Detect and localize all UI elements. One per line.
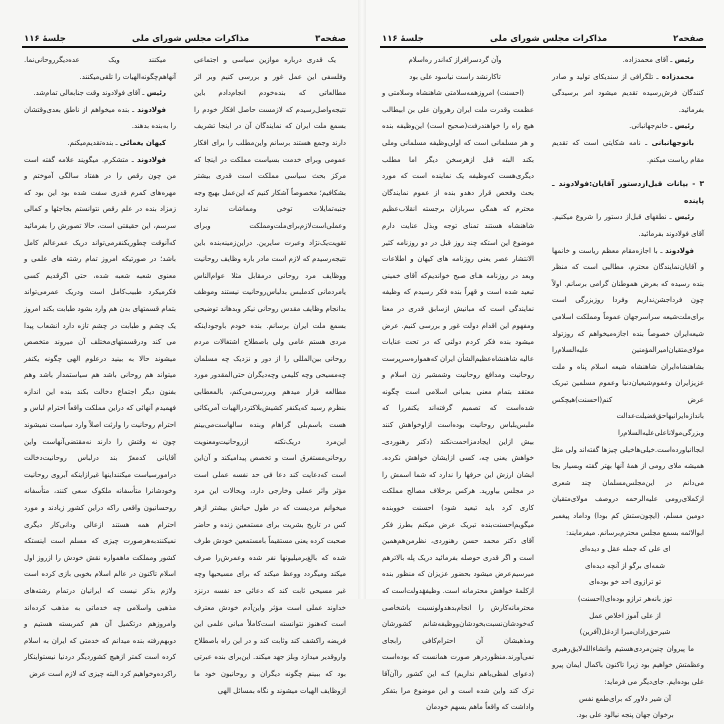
speaker-name: رئیس xyxy=(674,56,694,64)
speech-paragraph xyxy=(194,52,346,699)
speech-paragraph: بانوجهانبانی ـ نامه شکایتی است که تقدیم مقام ریاست میکنم. xyxy=(552,138,704,164)
speaker-name: رئیس xyxy=(146,89,166,98)
verse-line: تو ترازوی احد خو بوده‌ای xyxy=(588,578,662,587)
column-left xyxy=(382,52,534,724)
speech-text: (احسنت) امروزهمه‌سلامتی شاهنشاه وسلامتی و عظمت وقدرت ملت ایران رهرو‌ان علی بن ابیطالب هیچ راه را خواهندرفت(صحیح است) این‌وظیفه بنده و هر مسلمانی است که اولی‌وظیفه مسلمانی وملی بکند البته قبل ازهرسخن دیگر اما مطلب دیگری‌هست که‌وظیفه یک نماینده است که مورد بحث وفحص قرار دهدو بنده از عموم نمایندگان محترم که همگی سربازان برجسته انقلاب‌عظیم شاهنشاه هستند تمنای توجه وبذل عنایت دارم موضوع این استکه چند روز قبل در دو روزنامه کثیر الانتشار عصر یعنی روزنامه های کیهان و اطلاعات وبعد در روزنامه هـای صبح خواندیم‌که آقای خمینی تبعید شده است و قهراً بنده فکر رسیدم که وظیفه نمایندگی است که مبانیش ازسابق قدری در معنا ومفهوم این اقدام دولت غور و بررسی کنیم. عرض میشود بنده فکر کردم دولتی که در تحت عنایات عالیه شاهنشاه‌عظیم‌الشأن ایران که‌همواره‌سرپرست روحانیت ومدافع روحانیت وشمشیر زن اسلام و معتقد بتمام معنی بمبانی اسلامی است چگونه شده‌است که تصمیم گرفته‌اند یکنفررا که ملبس‌بلباس روحانیت بوده‌است ازاوخواهش کنند بیش ازاین ایجادمزاحمت‌نکند (دکتر رهنوردی‌ـ خواهش یعنی چه، کسی ازایشان خواهش نکرده. ایشان ارزش این حرفها را ندارد که شما اسمش را در مجلس بیاورید. هرکس برخلاف مصالح مملکت کاری کرد باید تبعید شود) احسنت خوو‌بنده میگویم‌احسنت‌بنده تبریک عرض میکنم بطرز فکر آقای دکتر محمد حسن رهنوردی، نظرمن‌هم‌همین است و اگر قدری حوصله بفرمائید دریک پله بالاتر‌هم میرسیم‌عرض میشود بحضور عزیزان که منظور بنده ازکلمهٔ خواهش محترمانه است. وظیفهٔدولت‌است که محترمانه‌کارش را انجام‌بدهدولونسبت باشخاصی که‌خودشان‌نسبت‌بخودشان‌ووظیفه‌شانم کشورشان ومذهبشان آن احترام‌کافی رابجای نمی‌آورند.منظور‌درهر صورت همانست که بوده‌است (دعوای لفظی‌باهم نداریم) کـه این کشور راآن‌آقا ترک کند واین شده است و این موضوع مرا بتفکر واداشت که واقعاً ماهم بسهم خودمان xyxy=(382,89,534,712)
speech-text: نامه شکایتی است که تقدیم مقام ریاست میکنم. xyxy=(552,138,704,164)
journal-title: مذاکرات مجلس شورای ملی xyxy=(131,34,250,44)
speaker-name: رئیس xyxy=(674,213,694,222)
speech-text: با اجازه‌مقام معظم ریاست و خانمها و آقایان‌نمایندگان محترم، مطالبی است که منظر بنده رسیده که بعرض همو‌طنان گرامی برسانم. اولاً چون فردا‌جشن‌نداریم وفردا روزبزرگی است برای‌ملت‌شیعه سراسرجهان عموماً ومملکت اسلامی شیعه‌ایران خصوصاً بنده اجازه‌میخواهم که روزتولد مولای‌متقیان‌امیرالمؤمنین علیه‌السلام‌را بشاهنشاه‌ایران شاهنشاه شیعه اسلام پناه و ملت عزیزایران وعموم‌شیعیان‌دنیا وعموم مسلمین تبریک عرض کنم(احسنت)هیچکس باندازه‌ایرانیها‌حق‌فضیلت‌عدالت وبزرگی‌مولاناعلی‌علیه‌السلام‌را ابجاانیاورده‌است.خیلی‌هاخیلی چیزها گفته‌اند ولی مثل همیشه ملای رومی از همهٔ آنها بهتر گفته وبسیار بجا می‌دانم در این‌مجلس‌مسلمان چند شعری ازکملای‌رومی علیه‌الرحمه دروصف مولای‌متقیان دومین مسلم، (ایچون‌ستش کم بودا) وداماد پیغمبر ابوالائمه بسمع مجلس محترم‌برسانم. میفرمایند: xyxy=(552,246,704,537)
speaker-name: محمدزاده xyxy=(661,72,694,81)
speech-text: تلگرافی از سندیکای تولید و صادر کنندگان فرش‌رسیده تقدیم میشود امر برسیدگی بفرمائید. xyxy=(552,72,704,114)
speech-text: بنده‌تقدیم‌میکنم. xyxy=(67,138,114,147)
speech-text: یک قدری درباره موازین سیاسی و اجتماعی وفلسفی این عمل غور و بررسی کنیم وبر اثر مطالعاتی که بنده‌خودم انجام‌دادم باین نتیجه‌واصل‌رسیدم که لازمست حاصل افکار خودم را بسمع ملت ایران که نمایندگان آن در اینجا تشریف دارند وجمع هستند برسانم واین‌مطلب را برای افکار عمومی وبرای خدمت بسیاست مملکت در اینجا که مرکز بحث سیاسی مملکت است قدری بیشتر بشکافیم؛ مخصوصاً آشکار کنیم که این‌عمل بهیچ وجه جنبه‌تمایلات توخی ومماشات ندارد وعملی‌است‌لازم‌برای‌ملت‌ومملکت وبرای تقویت‌یک‌نژاد وعبرت سایرین. دراین‌زمینه‌بنده باین نتیجه‌رسیدم که لازم است مادر باره وظایف روحانیت ووظایف مرد روحانی درمقابل مثلا عوام‌الناس یامردمانی کدملبس بدلباس‌روحانیت نیستند وموظف بدانجام وظایف مقدس روحانی نیکر وبدهاند توضیحی بسمع ملت ایران برسانم. بنده خودم باوجوداینکه مردی هستم عامی ولی باصطلاح اشتغالات مردم روحانی بین‌المللی را از دور و نزدیک چه مسلمان چه‌مسیحی وچه کلیمی وچه‌دیگران حتی‌المقدور مورد مطالعه قرار میدهم وبررسی‌می‌کنم، بالمعطابی بنظرم رسید که‌یکنفر کشیش‌بلاکتردرالهیات آمریکائی هست باسم‌بلی گراهام وبنده سالهاست‌می‌بینم این‌مرد دریک‌نکته ازروحانیت‌ومعنویت روحانی‌مستغرق است و تخصص پیدامیکند و آن‌این است که‌دعایت کند دعا فی حد نفسه عملی است مؤثر واثر عملی وخارجی دارد، وبحالات این مرد میخوانم مردیست که در طول حیاتش بیشتر ازهر کس در تاریخ بشریت برای مستمعین زنده و حاضر صحبت کرده یعنی مستقیماً بامستمعین خودش طرف شده که بالغ‌برمیلیونها نفر شده وعمرش‌را صرف میکند ومیگردد ووعظ میکند که برای مسیحیها وچه غیر مسیحی ثابت کند که دعائی حد نفسه درنزد خداوند عملی است مؤثر واین‌آدم خودش معترف است که‌هنوز نتوانسته است‌کاملاً مبانی علمی این فریضه راکشف کند وثابت کند و در این راه باصطلاح واروقدیر میدازد وبلز جهد میکند. این‌برای بنده عبرتی بود که ببینم چگونه دیگران و روحانیون خود ما ازوظایف الهیات میشوند و نگاه بمسائل الهی xyxy=(194,56,346,695)
speech-paragraph: رئیس ـ آقای محمدزاده. xyxy=(622,56,694,64)
page-header xyxy=(382,30,704,44)
column-left xyxy=(24,52,176,699)
left-page xyxy=(0,0,362,695)
column-right xyxy=(194,52,346,699)
verse-line: وآن گردسرافراز که‌اندر ره‌اسلام xyxy=(408,56,502,64)
speech-paragraph: فولادوند ـ متشکرم. میگویند علامه گفته است من چون رقص را در هفتاد سالگی آموختم و مهره‌های کمرم قدری سفت شده بود این بود که زمزاد بنده در علم رقص نتوانستم بجاجئها و کمالی سرسم، این حقیقتی است، حالا تصورش را بفرمائید که‌آنوقت چطور‌یکنفرمی‌تواند دریک عمرعالم کامل باشد؛ در صورتیکه امروز تمام رشته های علمی و معنوی شعبه شعبه شده، حتی اگرقدیم کسی فکرمیکرد طبیب‌کامل است ودریک عمرمی‌تواند بتمام قسمتهای بدن هم وارد بشود طبابت بکند امروز یک چشم و طبابت در چشم تازه دارد انشعاب پیدا می کند ودرقسمتهای‌مختلف آن میروند متخصص میشوند حالا به بینید درعلوم الهی چگونه یکنفر میتواند هم روحانی باشد هم سیاستمدار باشد وهم بفنون دیگر اجتماع دخالت بکند بنده این اندازه فهمیدم آنهائی که دراین مملکت واقعاً احترام لباس و احترام روحانیت را وارثت اصلاً وارد سیاست نمیشوند چون نه وقتش را دارند نه‌مقتضی‌آنهاست واین آقایانی کدمعرّ بند درلباس روحانیت‌دخالت درامورسیاست میکنند‌اینها غیرازاینکه آبروی روحانیت وخودشانرا متأسفانه ملکوک سعی کنند، متأسفانه روحسانیون واقعی راکه دراین کشور زیادند و مورد احترام همه هستند ازعالی ودانی‌کار دیگری نمیکنند‌به‌هرصورت چیزی که مسلم است اینستکه کشور ومملکت ماهمواره نقش خودش را ازروز اول اسلام تاکنون در عالم اسلام بخوبی بازی کرده است ولازم بذکر نیست که ایرانیان درتمام رشته‌های مذهبی واسلامی چه خدماتی به مذهب کرده‌اند وامروزهم درتکمیل آن هم کمربسته هستیم و دوبهم‌رفته بنده میدانم که خدمتی که ایران به اسلام کرده است کمتر ازهیچ کشوردیگر دردنیا نیستواینکار راکرده‌وخواهیم کرد البته چیزی که لازم است عرض xyxy=(24,155,176,678)
header-rule xyxy=(380,46,706,48)
speech-text: میکنند ویک عده‌دیگر‌روحانی‌نما. آنهاهم‌چگونه‌الهیات را تلقی‌میکنند. xyxy=(24,56,176,81)
page-number: صفحه۳ xyxy=(315,34,346,44)
speaker-name: رئیس xyxy=(674,122,694,131)
speech-paragraph: محمدزاده ـ تلگرافی از سندیکای تولید و صادر کنندگان فرش‌رسیده تقدیم میشود امر برسیدگی بفرمائید. xyxy=(552,72,704,114)
speech-paragraph xyxy=(552,641,704,691)
speech-text: متشکرم. میگویند علامه گفته است من چون رقص را در هفتاد سالگی آموختم و مهره‌های کمرم قدری سفت شده بود این بود که زمزاد بنده در علم رقص نتوانستم بجاجئها و کمالی سرسم، این حقیقتی است، حالا تصورش را بفرمائید که‌آنوقت چطور‌یکنفرمی‌تواند دریک عمرعالم کامل باشد؛ در صورتیکه امروز تمام رشته های علمی و معنوی شعبه شعبه شده، حتی اگرقدیم کسی فکرمیکرد طبیب‌کامل است ودریک عمرمی‌تواند بتمام قسمتهای بدن هم وارد بشود طبابت بکند امروز یک چشم و طبابت در چشم تازه دارد انشعاب پیدا می کند ودرقسمتهای‌مختلف آن میروند متخصص میشوند حالا به بینید درعلوم الهی چگونه یکنفر میتواند هم روحانی باشد هم سیاستمدار باشد وهم بفنون دیگر اجتماع دخالت بکند بنده این اندازه فهمیدم آنهائی که دراین مملکت واقعاً احترام لباس و احترام روحانیت را وارثت اصلاً وارد سیاست نمیشوند چون نه وقتش را دارند نه‌مقتضی‌آنهاست واین آقایانی کدمعرّ بند درلباس روحانیت‌دخالت درامورسیاست میکنند‌اینها غیرازاینکه آبروی روحانیت وخودشانرا متأسفانه ملکوک سعی کنند، متأسفانه روحسانیون واقعی راکه دراین کشور زیادند و مورد احترام همه هستند ازعالی ودانی‌کار دیگری نمیکنند‌به‌هرصورت چیزی که مسلم است اینستکه کشور ومملکت ماهمواره نقش خودش را ازروز اول اسلام تاکنون در عالم اسلام بخوبی بازی کرده است ولازم بذکر نیست که ایرانیان درتمام رشته‌های مذهبی واسلامی چه خدماتی به مذهب کرده‌اند وامروزهم درتکمیل آن هم کمربسته هستیم و دوبهم‌رفته بنده میدانم که خدمتی که ایران به اسلام کرده است کمتر ازهیچ کشوردیگر دردنیا نیستواینکار راکرده‌وخواهیم کرد البته چیزی که لازم است عرض xyxy=(24,155,176,678)
speech-paragraph xyxy=(382,85,534,716)
speech-paragraph: رئیس ـ آقای فولادوند وقت جنابعالی تمام‌شد. xyxy=(33,89,166,98)
verse-line: از علی آموز اخلاص عمل xyxy=(589,611,661,620)
speech-text: بنده میخواهم از ناطق بعدی‌وقتشان را به‌بنده بدهند. xyxy=(24,105,176,131)
speaker-name: فولادوند xyxy=(137,155,166,164)
session-number: جلسهٔ ۱۱۶ xyxy=(382,34,424,44)
speech-text: خانم‌جهانبانی. xyxy=(629,122,669,131)
speech-paragraph xyxy=(24,52,176,85)
verse-line: تاکارنشد راست نیاسود علی بود xyxy=(409,72,501,81)
verse-line: شیرحق‌راداں‌مبرا ازدغل(آفرین) xyxy=(579,628,671,637)
speaker-name: فولادوند xyxy=(137,105,166,114)
header-rule xyxy=(22,46,348,48)
speech-text: آقای محمدزاده. xyxy=(622,56,669,64)
verse-line: برخوان جهان پنجه نیالود علی بود. xyxy=(576,711,674,720)
speech-paragraph: فولادوند ـ با اجازه‌مقام معظم ریاست و خانمها و آقایان‌نمایندگان محترم، مطالبی است که منظر بنده رسیده که بعرض همو‌طنان گرامی برسانم. اولاً چون فردا‌جشن‌نداریم وفردا روزبزرگی است برای‌ملت‌شیعه سراسرجهان عموماً ومملکت اسلامی شیعه‌ایران خصوصاً بنده اجازه‌میخواهم که روزتولد مولای‌متقیان‌امیرالمؤمنین علیه‌السلام‌را بشاهنشاه‌ایران شاهنشاه شیعه اسلام پناه و ملت عزیزایران وعموم‌شیعیان‌دنیا وعموم مسلمین تبریک عرض کنم(احسنت)هیچکس باندازه‌ایرانیها‌حق‌فضیلت‌عدالت وبزرگی‌مولاناعلی‌علیه‌السلام‌را ابجاانیاورده‌است.خیلی‌هاخیلی چیزها گفته‌اند ولی مثل همیشه ملای رومی از همهٔ آنها بهتر گفته وبسیار بجا می‌دانم در این‌مجلس‌مسلمان چند شعری ازکملای‌رومی علیه‌الرحمه دروصف مولای‌متقیان دومین مسلم، (ایچون‌ستش کم بودا) وداماد پیغمبر ابوالائمه بسمع مجلس محترم‌برسانم. میفرمایند: xyxy=(552,246,704,537)
book-gutter xyxy=(358,0,366,599)
page-header xyxy=(24,30,346,44)
speech-text: آقای فولادوند وقت جنابعالی تمام‌شد. xyxy=(33,89,141,98)
page-number: صفحه۲ xyxy=(673,34,704,44)
session-number: جلسهٔ ۱۱۶ xyxy=(24,34,66,44)
text-columns xyxy=(24,52,346,699)
speech-paragraph: فولادوند ـ بنده میخواهم از ناطق بعدی‌وقتشان را به‌بنده بدهند. xyxy=(24,105,176,131)
speech-paragraph: رئیس ـ خانم‌جهانبانی. xyxy=(629,122,694,131)
verse-line: آن شیر دلاور که برای‌طمع نفس xyxy=(579,694,671,703)
verse-line: ای علی که جمله عقل و دیده‌ای xyxy=(579,545,671,554)
column-right xyxy=(552,52,704,724)
speech-text: نطقهای قبل‌از دستور را شروع میکنیم. آقای فولادوند بفرمائید. xyxy=(552,213,704,238)
journal-title: مذاکرات مجلس شورای ملی xyxy=(489,34,608,44)
speaker-name: بانوجهانبانی xyxy=(651,138,694,147)
speech-paragraph: کیهان یغمائی ـ بنده‌تقدیم‌میکنم. xyxy=(67,138,166,147)
right-page xyxy=(362,0,724,720)
verse-line: شمه‌ای برگو از آنچه دیده‌ای xyxy=(584,561,666,570)
verse-line: توز بانه‌هر ترازو بوده‌ای(احسنت) xyxy=(577,595,673,603)
speech-text: ما پیروان چنین‌مردی‌هستیم وانشاءالله‌لایق‌رهبری وعظمتش خواهیم بود زیرا تاکنون باکمال ایمان پیرو علی بوده‌ایم. جای‌دیگر می فرماید: xyxy=(552,644,704,686)
text-columns xyxy=(382,52,704,724)
speaker-name: کیهان یغمائی xyxy=(119,138,166,147)
speech-paragraph: رئیس ـ نطقهای قبل‌از دستور را شروع میکنیم. آقای فولادوند بفرمائید. xyxy=(552,213,704,238)
section-heading: ۳ - بیانات قبل‌ازدستور آقایان:فولادوند ـ پاینده xyxy=(552,179,704,205)
speaker-name: فولادوند xyxy=(665,246,694,255)
